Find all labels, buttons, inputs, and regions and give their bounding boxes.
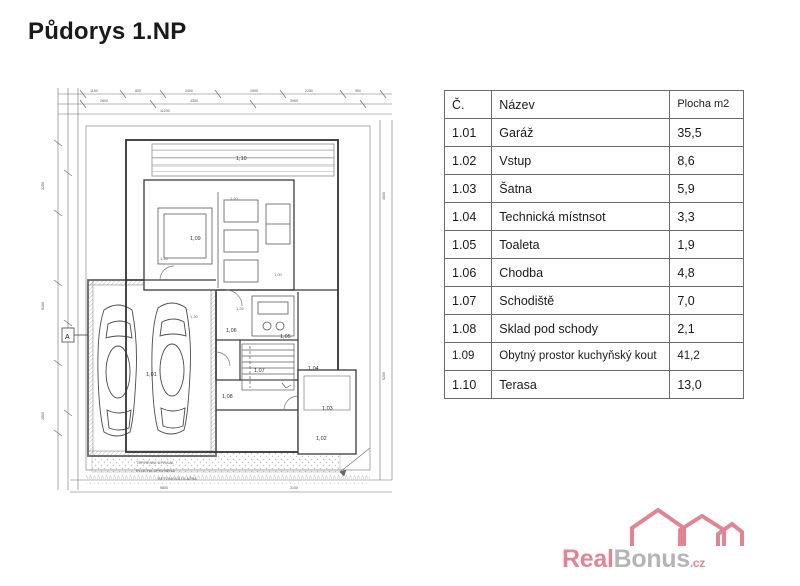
cell-number: 1.01 xyxy=(445,119,492,147)
svg-text:BETONOVÁ DLAŽBA: BETONOVÁ DLAŽBA xyxy=(158,476,197,481)
cell-number: 1.03 xyxy=(445,175,492,203)
svg-text:820: 820 xyxy=(135,89,141,93)
cell-name: Terasa xyxy=(492,371,670,399)
watermark-text xyxy=(562,545,705,574)
table-row xyxy=(445,315,744,343)
page-title: Půdorys 1.NP xyxy=(28,18,187,45)
svg-text:1,00: 1,00 xyxy=(274,272,282,277)
table-row xyxy=(445,287,744,315)
table-row xyxy=(445,175,744,203)
svg-text:11200: 11200 xyxy=(160,109,170,113)
cell-area: 41,2 xyxy=(670,343,744,371)
cell-number: 1.08 xyxy=(445,315,492,343)
room-schedule-table xyxy=(444,90,744,399)
cell-name: Technická místnsot xyxy=(492,203,670,231)
cell-area: 2,1 xyxy=(670,315,744,343)
room-label-living: 1,09 xyxy=(190,236,201,242)
table-row xyxy=(445,119,744,147)
floor-plan-drawing xyxy=(40,80,440,520)
svg-text:4600: 4600 xyxy=(382,192,386,200)
floor-plan-svg xyxy=(40,80,440,520)
cell-number: 1.10 xyxy=(445,371,492,399)
header-name: Název xyxy=(492,91,670,119)
svg-text:9800: 9800 xyxy=(160,486,168,490)
room-label-toilet: 1,05 xyxy=(280,334,291,340)
cell-name: Chodba xyxy=(492,259,670,287)
table-row xyxy=(445,203,744,231)
svg-text:4300: 4300 xyxy=(190,99,198,103)
watermark-brand-second: Bonus xyxy=(613,545,690,573)
table-row xyxy=(445,231,744,259)
table-header-row xyxy=(445,91,744,119)
svg-text:1,20: 1,20 xyxy=(230,196,238,201)
room-label-entry: 1,02 xyxy=(316,436,327,442)
svg-text:5200: 5200 xyxy=(382,372,386,380)
cell-name: Garáž xyxy=(492,119,670,147)
table-row xyxy=(445,259,744,287)
cell-name: Vstup xyxy=(492,147,670,175)
room-label-storage: 1,08 xyxy=(222,394,233,400)
cell-name: Toaleta xyxy=(492,231,670,259)
svg-text:1,30: 1,30 xyxy=(190,314,198,319)
svg-text:2600: 2600 xyxy=(100,99,108,103)
watermark-brand-first: Real xyxy=(562,545,614,573)
cell-number: 1.02 xyxy=(445,147,492,175)
cell-area: 5,9 xyxy=(670,175,744,203)
cell-number: 1.06 xyxy=(445,259,492,287)
header-area: Plocha m2 xyxy=(670,91,744,119)
cell-name: Šatna xyxy=(492,175,670,203)
watermark-domain: .cz xyxy=(689,556,705,570)
cell-number: 1.09 xyxy=(445,343,492,371)
svg-text:5100: 5100 xyxy=(41,302,45,310)
room-label-terrace: 1,10 xyxy=(236,156,247,162)
table-row xyxy=(445,371,744,399)
cell-name: Sklad pod schody xyxy=(492,315,670,343)
table-row xyxy=(445,147,744,175)
cell-number: 1.05 xyxy=(445,231,492,259)
svg-text:2800: 2800 xyxy=(41,412,45,420)
cell-area: 7,0 xyxy=(670,287,744,315)
cell-area: 3,3 xyxy=(670,203,744,231)
svg-text:1,20: 1,20 xyxy=(160,256,168,261)
cell-name: Schodiště xyxy=(492,287,670,315)
svg-text:1,26: 1,26 xyxy=(236,306,244,311)
cell-area: 8,6 xyxy=(670,147,744,175)
svg-text:PLOCHA ZPEVNĚNÁ: PLOCHA ZPEVNĚNÁ xyxy=(136,468,175,473)
svg-text:A: A xyxy=(65,334,70,341)
cell-number: 1.07 xyxy=(445,287,492,315)
cell-name: Obytný prostor kuchyňský kout xyxy=(492,343,670,371)
svg-text:3900: 3900 xyxy=(290,99,298,103)
room-label-wardrobe: 1,03 xyxy=(322,406,333,412)
svg-text:1900: 1900 xyxy=(250,89,258,93)
cell-area: 4,8 xyxy=(670,259,744,287)
house-roof-icon xyxy=(628,506,746,548)
watermark-logo xyxy=(562,506,782,578)
svg-text:2400: 2400 xyxy=(185,89,193,93)
cell-area: 13,0 xyxy=(670,371,744,399)
svg-text:900: 900 xyxy=(355,89,361,93)
header-number: Č. xyxy=(445,91,492,119)
cell-number: 1.04 xyxy=(445,203,492,231)
room-label-stairs: 1,07 xyxy=(254,368,265,374)
room-label-technical: 1,04 xyxy=(308,366,319,372)
cell-area: 1,9 xyxy=(670,231,744,259)
svg-text:2250: 2250 xyxy=(305,89,313,93)
svg-text:3100: 3100 xyxy=(290,486,298,490)
svg-text:TERRÉNNÍ ÚPRAVA: TERRÉNNÍ ÚPRAVA xyxy=(136,460,174,465)
table-row xyxy=(445,343,744,371)
room-label-hall: 1,06 xyxy=(226,328,237,334)
section-marker-a xyxy=(62,328,88,342)
room-label-garage: 1,01 xyxy=(146,372,157,378)
svg-text:3250: 3250 xyxy=(41,182,45,190)
svg-text:1150: 1150 xyxy=(90,89,98,93)
cell-area: 35,5 xyxy=(670,119,744,147)
